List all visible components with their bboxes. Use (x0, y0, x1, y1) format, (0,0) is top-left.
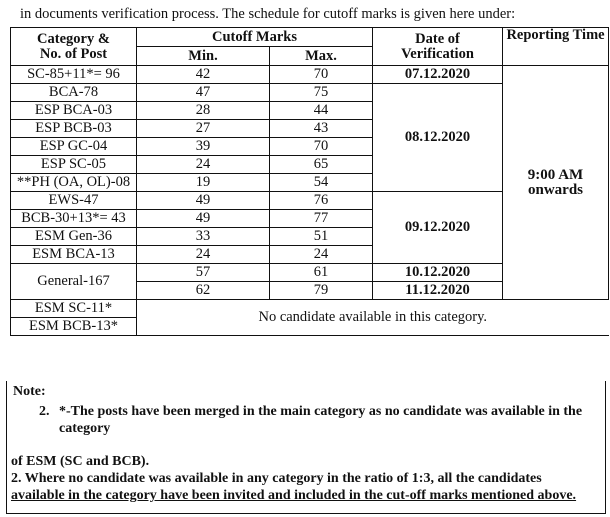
row-category: BCA-78 (11, 84, 137, 102)
note-text: *-The posts have been merged in the main category as no candidate was available in the category (59, 404, 583, 436)
row-min: 62 (137, 282, 270, 300)
notes-title: Note: (13, 384, 46, 399)
row-min: 33 (137, 228, 270, 246)
row-category: ESM SC-11* (11, 300, 137, 318)
note-item-1 (41, 403, 601, 437)
row-max: 65 (270, 156, 373, 174)
row-min: 28 (137, 102, 270, 120)
row-max: 76 (270, 192, 373, 210)
row-max: 54 (270, 174, 373, 192)
row-category: EWS-47 (11, 192, 137, 210)
row-min: 39 (137, 138, 270, 156)
row-min: 49 (137, 192, 270, 210)
intro-text: in documents verification process. The schedule for cutoff marks is given here under: (20, 6, 516, 22)
row-category: ESP GC-04 (11, 138, 137, 156)
row-category: ESM BCB-13* (11, 318, 137, 336)
note-item-2-line2: available in the category have been invited and included in the cut-off marks mentioned above. (11, 488, 577, 503)
date-cell: 10.12.2020 (373, 264, 503, 282)
note-number: 2. (39, 404, 50, 419)
row-max: 61 (270, 264, 373, 282)
row-category: General-167 (11, 264, 137, 300)
row-category: **PH (OA, OL)-08 (11, 174, 137, 192)
note-item-2 (11, 470, 601, 504)
row-category: ESM BCA-13 (11, 246, 137, 264)
note-item-2-line1: 2. Where no candidate was available in any category in the ratio of 1:3, all the candidates (11, 471, 542, 486)
row-max: 44 (270, 102, 373, 120)
header-date: Date of Verification (373, 28, 503, 66)
row-min: 27 (137, 120, 270, 138)
header-min: Min. (137, 47, 270, 66)
note-esm: of ESM (SC and BCB). (11, 454, 150, 469)
row-category: ESM Gen-36 (11, 228, 137, 246)
reporting-time-cell: 9:00 AM onwards (503, 66, 609, 300)
row-min: 47 (137, 84, 270, 102)
date-cell: 07.12.2020 (373, 66, 503, 84)
header-category: Category & No. of Post (11, 28, 137, 66)
row-max: 43 (270, 120, 373, 138)
row-max: 70 (270, 66, 373, 84)
header-cutoff-marks: Cutoff Marks (137, 28, 373, 47)
row-min: 24 (137, 156, 270, 174)
row-max: 70 (270, 138, 373, 156)
row-min: 49 (137, 210, 270, 228)
row-min: 57 (137, 264, 270, 282)
header-max: Max. (270, 47, 373, 66)
date-cell: 08.12.2020 (373, 84, 503, 192)
row-min: 24 (137, 246, 270, 264)
row-category: BCB-30+13*= 43 (11, 210, 137, 228)
row-min: 42 (137, 66, 270, 84)
row-max: 75 (270, 84, 373, 102)
row-category: SC-85+11*= 96 (11, 66, 137, 84)
date-cell: 09.12.2020 (373, 192, 503, 264)
row-max: 24 (270, 246, 373, 264)
cutoff-table (10, 27, 609, 336)
row-max: 51 (270, 228, 373, 246)
row-max: 77 (270, 210, 373, 228)
header-reporting-time: Reporting Time (503, 28, 609, 66)
row-category: ESP BCB-03 (11, 120, 137, 138)
row-min: 19 (137, 174, 270, 192)
notes-box (6, 381, 606, 514)
row-category: ESP BCA-03 (11, 102, 137, 120)
no-candidate-cell: No candidate available in this category. (137, 300, 609, 336)
date-cell: 11.12.2020 (373, 282, 503, 300)
row-max: 79 (270, 282, 373, 300)
row-category: ESP SC-05 (11, 156, 137, 174)
